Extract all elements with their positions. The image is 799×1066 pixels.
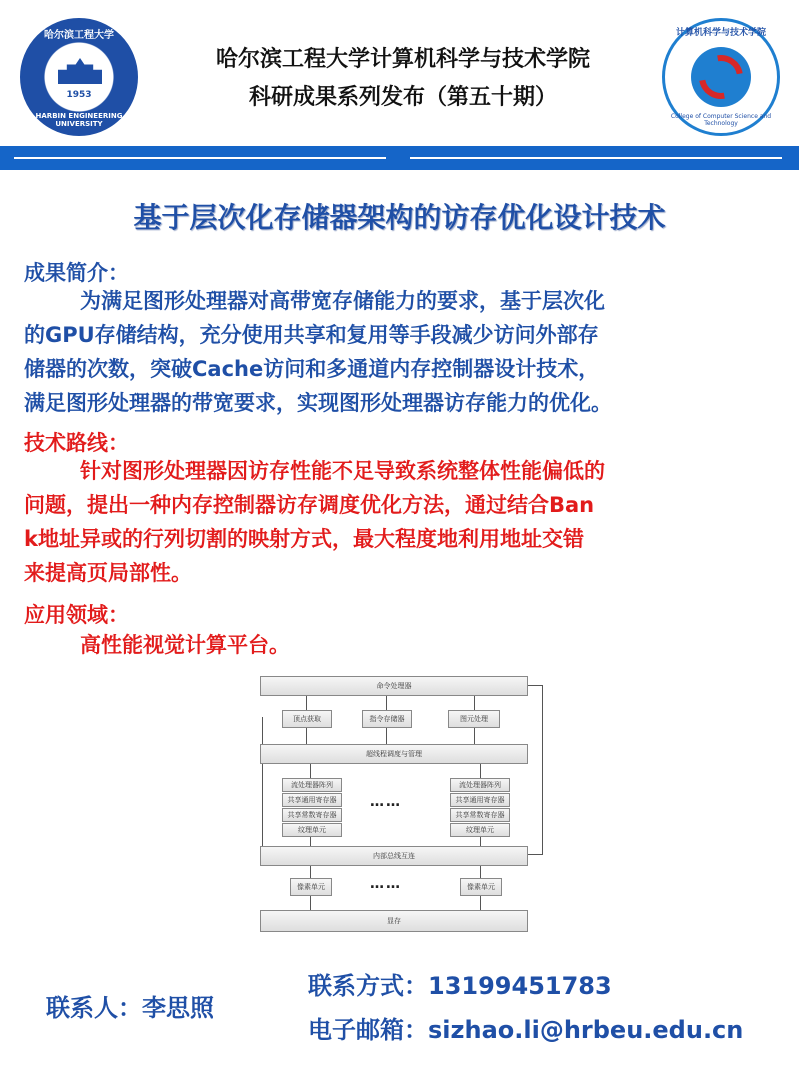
route-paragraph xyxy=(24,454,784,590)
pixel-unit-right: 像素单元 xyxy=(460,878,502,896)
primitive-processing-box: 图元处理 xyxy=(448,710,500,728)
shared-const-right: 共享常数寄存器 xyxy=(450,808,510,822)
wire-9 xyxy=(310,837,311,846)
contact-phone: 联系方式：13199451783 xyxy=(308,972,612,1000)
wire-1 xyxy=(306,696,307,710)
page-title: 基于层次化存储器架构的访存优化设计技术 xyxy=(133,201,666,234)
route-line: 针对图形处理器因访存性能不足导致系统整体性能偏低的 xyxy=(80,459,605,483)
diagram-dots-bottom: …… xyxy=(370,876,402,892)
texture-unit-left: 纹理单元 xyxy=(282,823,342,837)
intro-line: 储器的次数，突破Cache访问和多通道内存控制器设计技术， xyxy=(24,357,600,381)
wire-10 xyxy=(480,837,481,846)
wire-13 xyxy=(310,896,311,910)
sm-array-right: 流处理器阵列 xyxy=(450,778,510,792)
intro-line: 满足图形处理器的带宽要求，实现图形处理器访存能力的优化。 xyxy=(24,391,612,415)
diagram-dots-top: …… xyxy=(370,794,402,810)
internal-bus-box: 内部总线互连 xyxy=(260,846,528,866)
loop-wire-left xyxy=(262,717,263,857)
building-icon xyxy=(58,58,102,84)
architecture-diagram xyxy=(252,672,552,937)
intro-paragraph xyxy=(24,284,784,420)
intro-line: 为满足图形处理器对高带宽存储能力的要求，基于层次化 xyxy=(80,289,605,313)
sm-array-left: 流处理器阵列 xyxy=(282,778,342,792)
loop-wire-top xyxy=(528,685,543,686)
route-line: 来提高页局部性。 xyxy=(24,561,192,585)
route-heading: 技术路线： xyxy=(24,431,129,455)
app-line: 高性能视觉计算平台。 xyxy=(80,633,290,657)
wire-2 xyxy=(386,696,387,710)
wire-14 xyxy=(480,896,481,910)
route-line: k地址异或的行列切割的映射方式，最大程度地利用地址交错 xyxy=(24,527,584,551)
wire-11 xyxy=(310,866,311,878)
app-heading: 应用领域： xyxy=(24,603,129,627)
thread-scheduler-box: 超线程调度与管理 xyxy=(260,744,528,764)
header-line-1: 哈尔滨工程大学计算机科学与技术学院 xyxy=(215,47,590,72)
wire-8 xyxy=(480,764,481,778)
command-processor-box: 命令处理器 xyxy=(260,676,528,696)
wire-3 xyxy=(474,696,475,710)
pixel-unit-left: 像素单元 xyxy=(290,878,332,896)
header-line-2: 科研成果系列发布（第五十期） xyxy=(248,85,557,110)
band-divider-right xyxy=(410,157,782,159)
wire-4 xyxy=(306,728,307,744)
wire-12 xyxy=(480,866,481,878)
wire-7 xyxy=(310,764,311,778)
college-logo-ring-bottom: College of Computer Science and Technology xyxy=(670,113,772,127)
contact-email: 电子邮箱：sizhao.li@hrbeu.edu.cn xyxy=(308,1016,744,1044)
university-logo xyxy=(20,18,138,136)
band-divider-left xyxy=(14,157,386,159)
vertex-fetch-box: 顶点获取 xyxy=(282,710,332,728)
logo-ring-bottom: HARBIN ENGINEERING UNIVERSITY xyxy=(35,112,123,128)
shared-const-left: 共享常数寄存器 xyxy=(282,808,342,822)
wire-6 xyxy=(474,728,475,744)
wire-5 xyxy=(386,728,387,744)
college-logo xyxy=(662,18,780,136)
intro-line: 的GPU存储结构，充分使用共享和复用等手段减少访问外部存 xyxy=(24,323,599,347)
instruction-memory-box: 指令存储器 xyxy=(362,710,412,728)
loop-wire-right xyxy=(542,685,543,855)
video-memory-box: 显存 xyxy=(260,910,528,932)
shared-gpr-left: 共享通用寄存器 xyxy=(282,793,342,807)
logo-ring-top: 哈尔滨工程大学 xyxy=(44,30,114,41)
college-logo-ring-top: 计算机科学与技术学院 xyxy=(675,28,766,38)
texture-unit-right: 纹理单元 xyxy=(450,823,510,837)
contact-person: 联系人：李思照 xyxy=(46,994,214,1022)
intro-heading: 成果简介： xyxy=(24,261,129,285)
route-line: 问题，提出一种内存控制器访存调度优化方法，通过结合Ban xyxy=(24,493,595,517)
loop-wire-bottom xyxy=(528,854,543,855)
logo-year: 1953 xyxy=(66,90,92,100)
shared-gpr-right: 共享通用寄存器 xyxy=(450,793,510,807)
